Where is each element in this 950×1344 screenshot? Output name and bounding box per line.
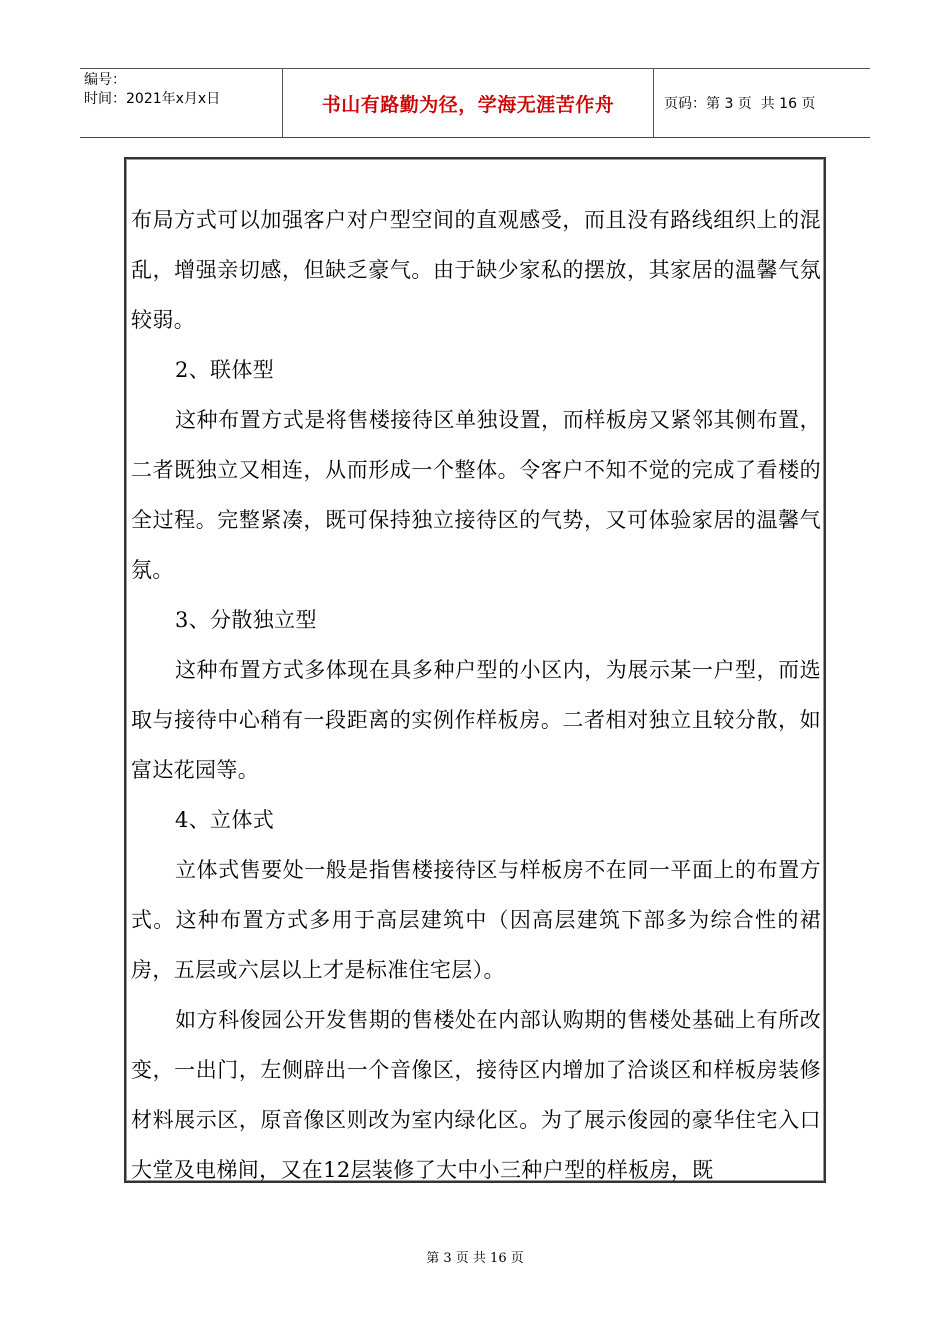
document-number-label: 编号： [84, 72, 126, 88]
header-page-info-cell [654, 69, 870, 137]
page-footer: 第 3 页 共 16 页 [426, 1251, 524, 1266]
paragraph: 这种布置方式是将售楼接待区单独设置，而样板房又紧邻其侧布置，二者既独立又相连，从而形成一个整体。令客户不知不觉的完成了看楼的全过程。完整紧凑，既可保持独立接待区的气势，又可体验家居的温馨气氛。 [131, 408, 821, 582]
document-date: 时间：2021年x月x日 [84, 91, 221, 107]
paragraph: 这种布置方式多体现在具多种户型的小区内，为展示某一户型，而选取与接待中心稍有一段距离的实例作样板房。二者相对独立且较分散，如富达花园等。 [131, 658, 821, 782]
paragraph: 立体式售要处一般是指售楼接待区与样板房不在同一平面上的布置方式。这种布置方式多用于高层建筑中（因高层建筑下部多为综合性的裙房，五层或六层以上才是标准住宅层）。 [131, 858, 821, 982]
paragraph: 如方科俊园公开发售期的售楼处在内部认购期的售楼处基础上有所改变，一出门，左侧辟出一个音像区，接待区内增加了洽谈区和样板房装修材料展示区，原音像区则改为室内绿化区。为了展示俊园的豪华住宅入口大堂及电梯间，又在12层装修了大中小三种户型的样板房，既 [131, 1008, 821, 1182]
header-motto: 书山有路勤为径，学海无涯苦作舟 [321, 93, 615, 116]
section-heading-3: 3、分散独立型 [175, 608, 317, 632]
page-header [80, 68, 870, 138]
section-heading-4: 4、立体式 [175, 808, 275, 832]
body-text [131, 195, 821, 1183]
section-heading-2: 2、联体型 [175, 358, 275, 382]
paragraph-continuation: 布局方式可以加强客户对户型空间的直观感受，而且没有路线组织上的混乱，增强亲切感，但缺乏豪气。由于缺少家私的摆放，其家居的温馨气氛较弱。 [131, 208, 821, 332]
header-meta [80, 69, 283, 137]
header-page-info: 页码：第 3 页 共 16 页 [664, 96, 816, 112]
content-box [124, 157, 826, 1183]
header-motto-cell [283, 69, 654, 137]
